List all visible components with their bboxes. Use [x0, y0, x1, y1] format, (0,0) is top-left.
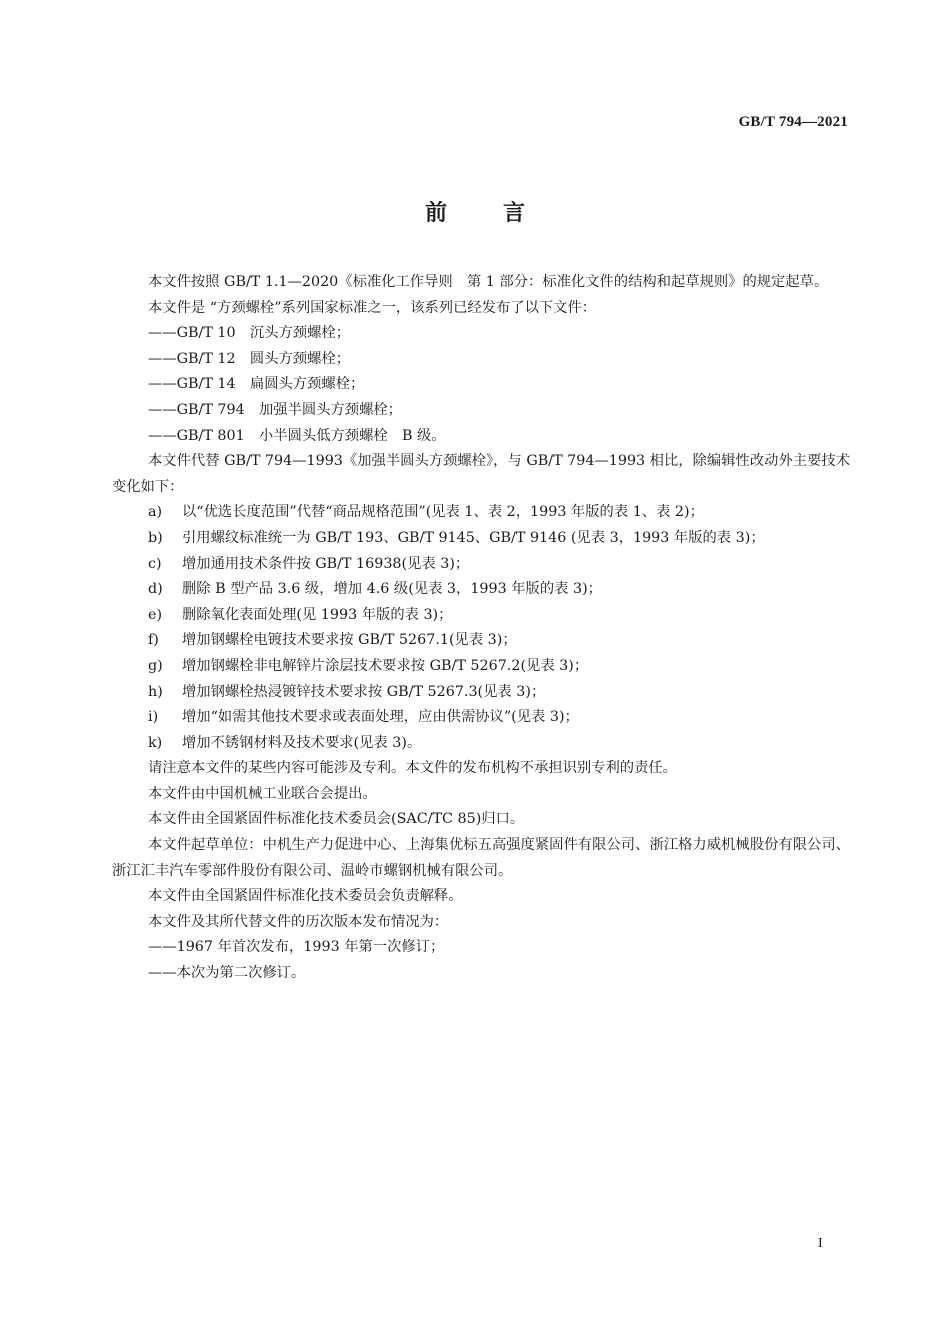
series-list-item: ——GB/T 801 小半圆头低方颈螺栓 B 级。: [148, 427, 446, 444]
document-body: [112, 270, 850, 987]
change-label: d): [148, 581, 163, 598]
change-item: [112, 552, 850, 578]
page-title: 前言: [424, 201, 581, 226]
change-item: [112, 654, 850, 680]
paragraph-patent-notice: 请注意本文件的某些内容可能涉及专利。本文件的发布机构不承担识别专利的责任。: [148, 760, 677, 777]
change-text: 删除氧化表面处理(见 1993 年版的表 3)；: [182, 606, 453, 623]
history-list-item: ——本次为第二次修订。: [148, 965, 306, 982]
change-text: 引用螺纹标准统一为 GB/T 193、GB/T 9145、GB/T 9146 (见表 3，1993 年版的表 3)；: [182, 529, 765, 546]
paragraph-history-intro: 本文件及其所代替文件的历次版本发布情况为：: [148, 913, 449, 930]
change-text: 删除 B 型产品 3.6 级，增加 4.6 级(见表 3，1993 年版的表 3)；: [182, 581, 602, 598]
paragraph-drafting-units: 本文件起草单位：中机生产力促进中心、上海集优标五高强度紧固件有限公司、浙江格力威机械股份有限公司、浙江汇丰汽车零部件股份有限公司、温岭市螺钢机械有限公司。: [112, 837, 850, 879]
change-item: [112, 731, 850, 757]
change-label: h): [148, 683, 163, 700]
page-number: I: [818, 1236, 823, 1251]
series-list-item: ——GB/T 14 扁圆头方颈螺栓；: [148, 376, 365, 393]
paragraph-proposer: 本文件由中国机械工业联合会提出。: [148, 785, 377, 802]
paragraph-committee: 本文件由全国紧固件标准化技术委员会(SAC/TC 85)归口。: [148, 811, 525, 828]
change-label: f): [148, 632, 159, 649]
change-label: a): [148, 504, 163, 521]
change-label: b): [148, 529, 163, 546]
change-label: k): [148, 734, 163, 751]
series-list-item: ——GB/T 10 沉头方颈螺栓；: [148, 325, 350, 342]
standard-code: GB/T 794—2021: [738, 114, 848, 130]
history-list-item: ——1967 年首次发布，1993 年第一次修订；: [148, 939, 445, 956]
change-text: 增加通用技术条件按 GB/T 16938(见表 3)；: [182, 555, 470, 572]
change-item: [112, 500, 850, 526]
change-label: g): [148, 657, 163, 674]
paragraph-series-intro: 本文件是 “方颈螺栓”系列国家标准之一，该系列已经发布了以下文件：: [148, 299, 597, 316]
change-item: [112, 628, 850, 654]
paragraph-interpretation: 本文件由全国紧固件标准化技术委员会负责解释。: [148, 888, 463, 905]
change-text: 增加“如需其他技术要求或表面处理，应由供需协议”(见表 3)；: [182, 709, 579, 726]
change-text: 增加钢螺栓非电解锌片涂层技术要求按 GB/T 5267.2(见表 3)；: [182, 657, 589, 674]
change-item: [112, 526, 850, 552]
change-label: c): [148, 555, 162, 572]
change-item: [112, 603, 850, 629]
change-text: 以“优选长度范围”代替“商品规格范围”(见表 1、表 2，1993 年版的表 1、表 2)；: [182, 504, 704, 521]
change-item: [112, 577, 850, 603]
change-text: 增加不锈钢材料及技术要求(见表 3)。: [182, 734, 422, 751]
series-list-item: ——GB/T 12 圆头方颈螺栓；: [148, 350, 350, 367]
change-label: i): [148, 709, 159, 726]
change-label: e): [148, 606, 163, 623]
paragraph-replacement: 本文件代替 GB/T 794—1993《加强半圆头方颈螺栓》，与 GB/T 794—1993 相比，除编辑性改动外主要技术变化如下：: [112, 453, 850, 495]
paragraph-drafting-rules: 本文件按照 GB/T 1.1—2020《标准化工作导则 第 1 部分：标准化文件的结构和起草规则》的规定起草。: [148, 274, 829, 290]
change-item: [112, 680, 850, 706]
series-list-item: ——GB/T 794 加强半圆头方颈螺栓；: [148, 401, 402, 418]
change-text: 增加钢螺栓电镀技术要求按 GB/T 5267.1(见表 3)；: [182, 632, 517, 649]
change-item: [112, 705, 850, 731]
change-text: 增加钢螺栓热浸镀锌技术要求按 GB/T 5267.3(见表 3)；: [182, 683, 546, 700]
